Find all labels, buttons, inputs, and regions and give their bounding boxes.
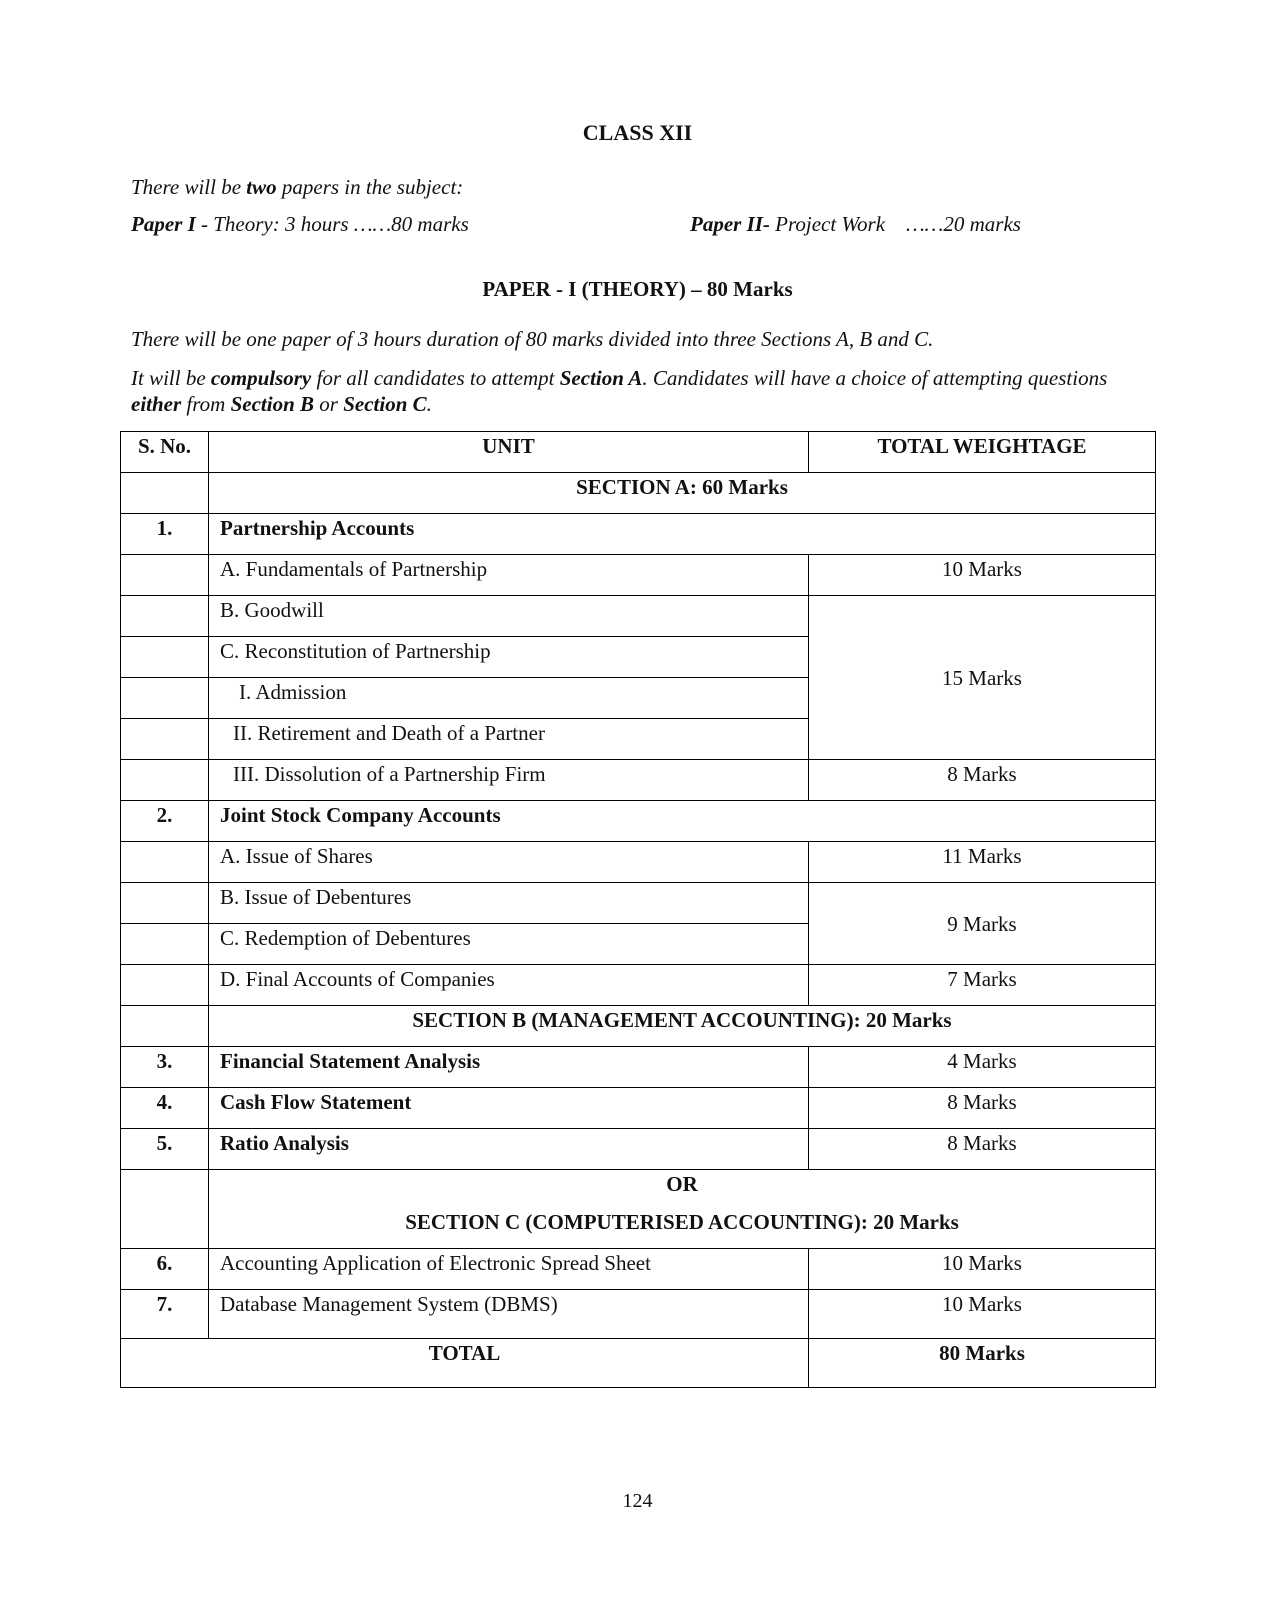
- unit-name: Ratio Analysis: [209, 1129, 809, 1170]
- para-bold: Section B: [230, 392, 315, 416]
- empty-cell: [121, 760, 209, 801]
- para-bold: compulsory: [210, 366, 312, 390]
- page-number: 124: [622, 1490, 653, 1512]
- table-row: [121, 801, 1156, 842]
- empty-cell: [121, 678, 209, 719]
- subunit-name: A. Issue of Shares: [209, 842, 809, 883]
- table-row: [121, 1047, 1156, 1088]
- empty-cell: [121, 596, 209, 637]
- syllabus-table: [120, 431, 1156, 1388]
- intro-bold: two: [246, 175, 277, 199]
- paper-one-text: - Theory: 3 hours ……80 marks: [195, 212, 469, 236]
- para-text: or: [314, 392, 344, 416]
- table-row: [121, 1088, 1156, 1129]
- para-text: .: [426, 392, 432, 416]
- paper-one-label: Paper I: [131, 212, 196, 236]
- header-sno: S. No.: [121, 432, 209, 473]
- marks-cell: 10 Marks: [809, 1290, 1156, 1339]
- paragraph-instructions: [131, 365, 1151, 417]
- paper-two-text: Project Work ……20 marks: [769, 212, 1021, 236]
- table-header-row: [121, 432, 1156, 473]
- para-text: . Candidates will have a choice of attempting questions: [642, 366, 1108, 390]
- marks-cell: 10 Marks: [809, 1249, 1156, 1290]
- paper-two-label: Paper II-: [690, 212, 770, 236]
- marks-cell: 10 Marks: [809, 555, 1156, 596]
- marks-cell: 8 Marks: [809, 1088, 1156, 1129]
- table-row: [121, 883, 1156, 924]
- para-bold: either: [131, 392, 182, 416]
- empty-cell: [121, 637, 209, 678]
- empty-cell: [121, 965, 209, 1006]
- subunit-name: B. Goodwill: [209, 596, 809, 637]
- subunit-name: C. Redemption of Debentures: [209, 924, 809, 965]
- marks-cell: 4 Marks: [809, 1047, 1156, 1088]
- para-text: for all candidates to attempt: [311, 366, 560, 390]
- total-label: TOTAL: [121, 1339, 809, 1388]
- total-marks: 80 Marks: [809, 1339, 1156, 1388]
- unit-name: Accounting Application of Electronic Spread Sheet: [209, 1249, 809, 1290]
- table-row: [121, 555, 1156, 596]
- page-title: CLASS XII: [582, 120, 693, 145]
- marks-cell: 8 Marks: [809, 760, 1156, 801]
- intro-line: [131, 175, 463, 200]
- empty-cell: [121, 473, 209, 514]
- paragraph-duration: There will be one paper of 3 hours duration of 80 marks divided into three Sections A, B and C.: [131, 327, 934, 351]
- table-row: [121, 1290, 1156, 1339]
- unit-name: Partnership Accounts: [209, 514, 1156, 555]
- header-unit: UNIT: [209, 432, 809, 473]
- empty-cell: [121, 842, 209, 883]
- para-bold: Section A: [559, 366, 643, 390]
- paper-two-line: [690, 212, 1021, 237]
- unit-name: Financial Statement Analysis: [209, 1047, 809, 1088]
- section-c-row: [121, 1170, 1156, 1249]
- intro-text: There will be: [131, 175, 247, 199]
- marks-cell-merged: 15 Marks: [809, 596, 1156, 760]
- or-label: OR: [666, 1172, 698, 1196]
- unit-name: Joint Stock Company Accounts: [209, 801, 1156, 842]
- section-c-label: SECTION C (COMPUTERISED ACCOUNTING): 20 Marks: [405, 1210, 959, 1234]
- subunit-name: D. Final Accounts of Companies: [209, 965, 809, 1006]
- section-heading: PAPER - I (THEORY) – 80 Marks: [482, 277, 793, 301]
- para-text: from: [181, 392, 231, 416]
- subunit-name: II. Retirement and Death of a Partner: [209, 719, 809, 760]
- marks-cell: 8 Marks: [809, 1129, 1156, 1170]
- section-a-label: SECTION A: 60 Marks: [209, 473, 1156, 514]
- row-sno: 6.: [121, 1249, 209, 1290]
- empty-cell: [121, 1170, 209, 1249]
- empty-cell: [121, 883, 209, 924]
- section-a-row: [121, 473, 1156, 514]
- empty-cell: [121, 555, 209, 596]
- table-row: [121, 596, 1156, 637]
- section-b-label: SECTION B (MANAGEMENT ACCOUNTING): 20 Marks: [209, 1006, 1156, 1047]
- para-bold: Section C: [343, 392, 427, 416]
- empty-cell: [121, 924, 209, 965]
- row-sno: 5.: [121, 1129, 209, 1170]
- subunit-name: A. Fundamentals of Partnership: [209, 555, 809, 596]
- row-sno: 3.: [121, 1047, 209, 1088]
- subunit-name: B. Issue of Debentures: [209, 883, 809, 924]
- row-sno: 1.: [121, 514, 209, 555]
- total-row: [121, 1339, 1156, 1388]
- table-row: [121, 842, 1156, 883]
- section-c-cell: [209, 1170, 1156, 1249]
- subunit-name: III. Dissolution of a Partnership Firm: [209, 760, 809, 801]
- section-b-row: [121, 1006, 1156, 1047]
- marks-cell: 11 Marks: [809, 842, 1156, 883]
- row-sno: 4.: [121, 1088, 209, 1129]
- unit-name: Database Management System (DBMS): [209, 1290, 809, 1339]
- unit-name: Cash Flow Statement: [209, 1088, 809, 1129]
- marks-cell-merged: 9 Marks: [809, 883, 1156, 965]
- table-row: [121, 965, 1156, 1006]
- empty-cell: [121, 719, 209, 760]
- para-text: It will be: [131, 366, 211, 390]
- intro-text-end: papers in the subject:: [276, 175, 464, 199]
- row-sno: 7.: [121, 1290, 209, 1339]
- subunit-name: C. Reconstitution of Partnership: [209, 637, 809, 678]
- table-row: [121, 1129, 1156, 1170]
- marks-cell: 7 Marks: [809, 965, 1156, 1006]
- empty-cell: [121, 1006, 209, 1047]
- table-row: [121, 514, 1156, 555]
- row-sno: 2.: [121, 801, 209, 842]
- paper-one-line: [131, 212, 469, 237]
- table-row: [121, 1249, 1156, 1290]
- subunit-name: I. Admission: [209, 678, 809, 719]
- table-row: [121, 760, 1156, 801]
- header-weightage: TOTAL WEIGHTAGE: [809, 432, 1156, 473]
